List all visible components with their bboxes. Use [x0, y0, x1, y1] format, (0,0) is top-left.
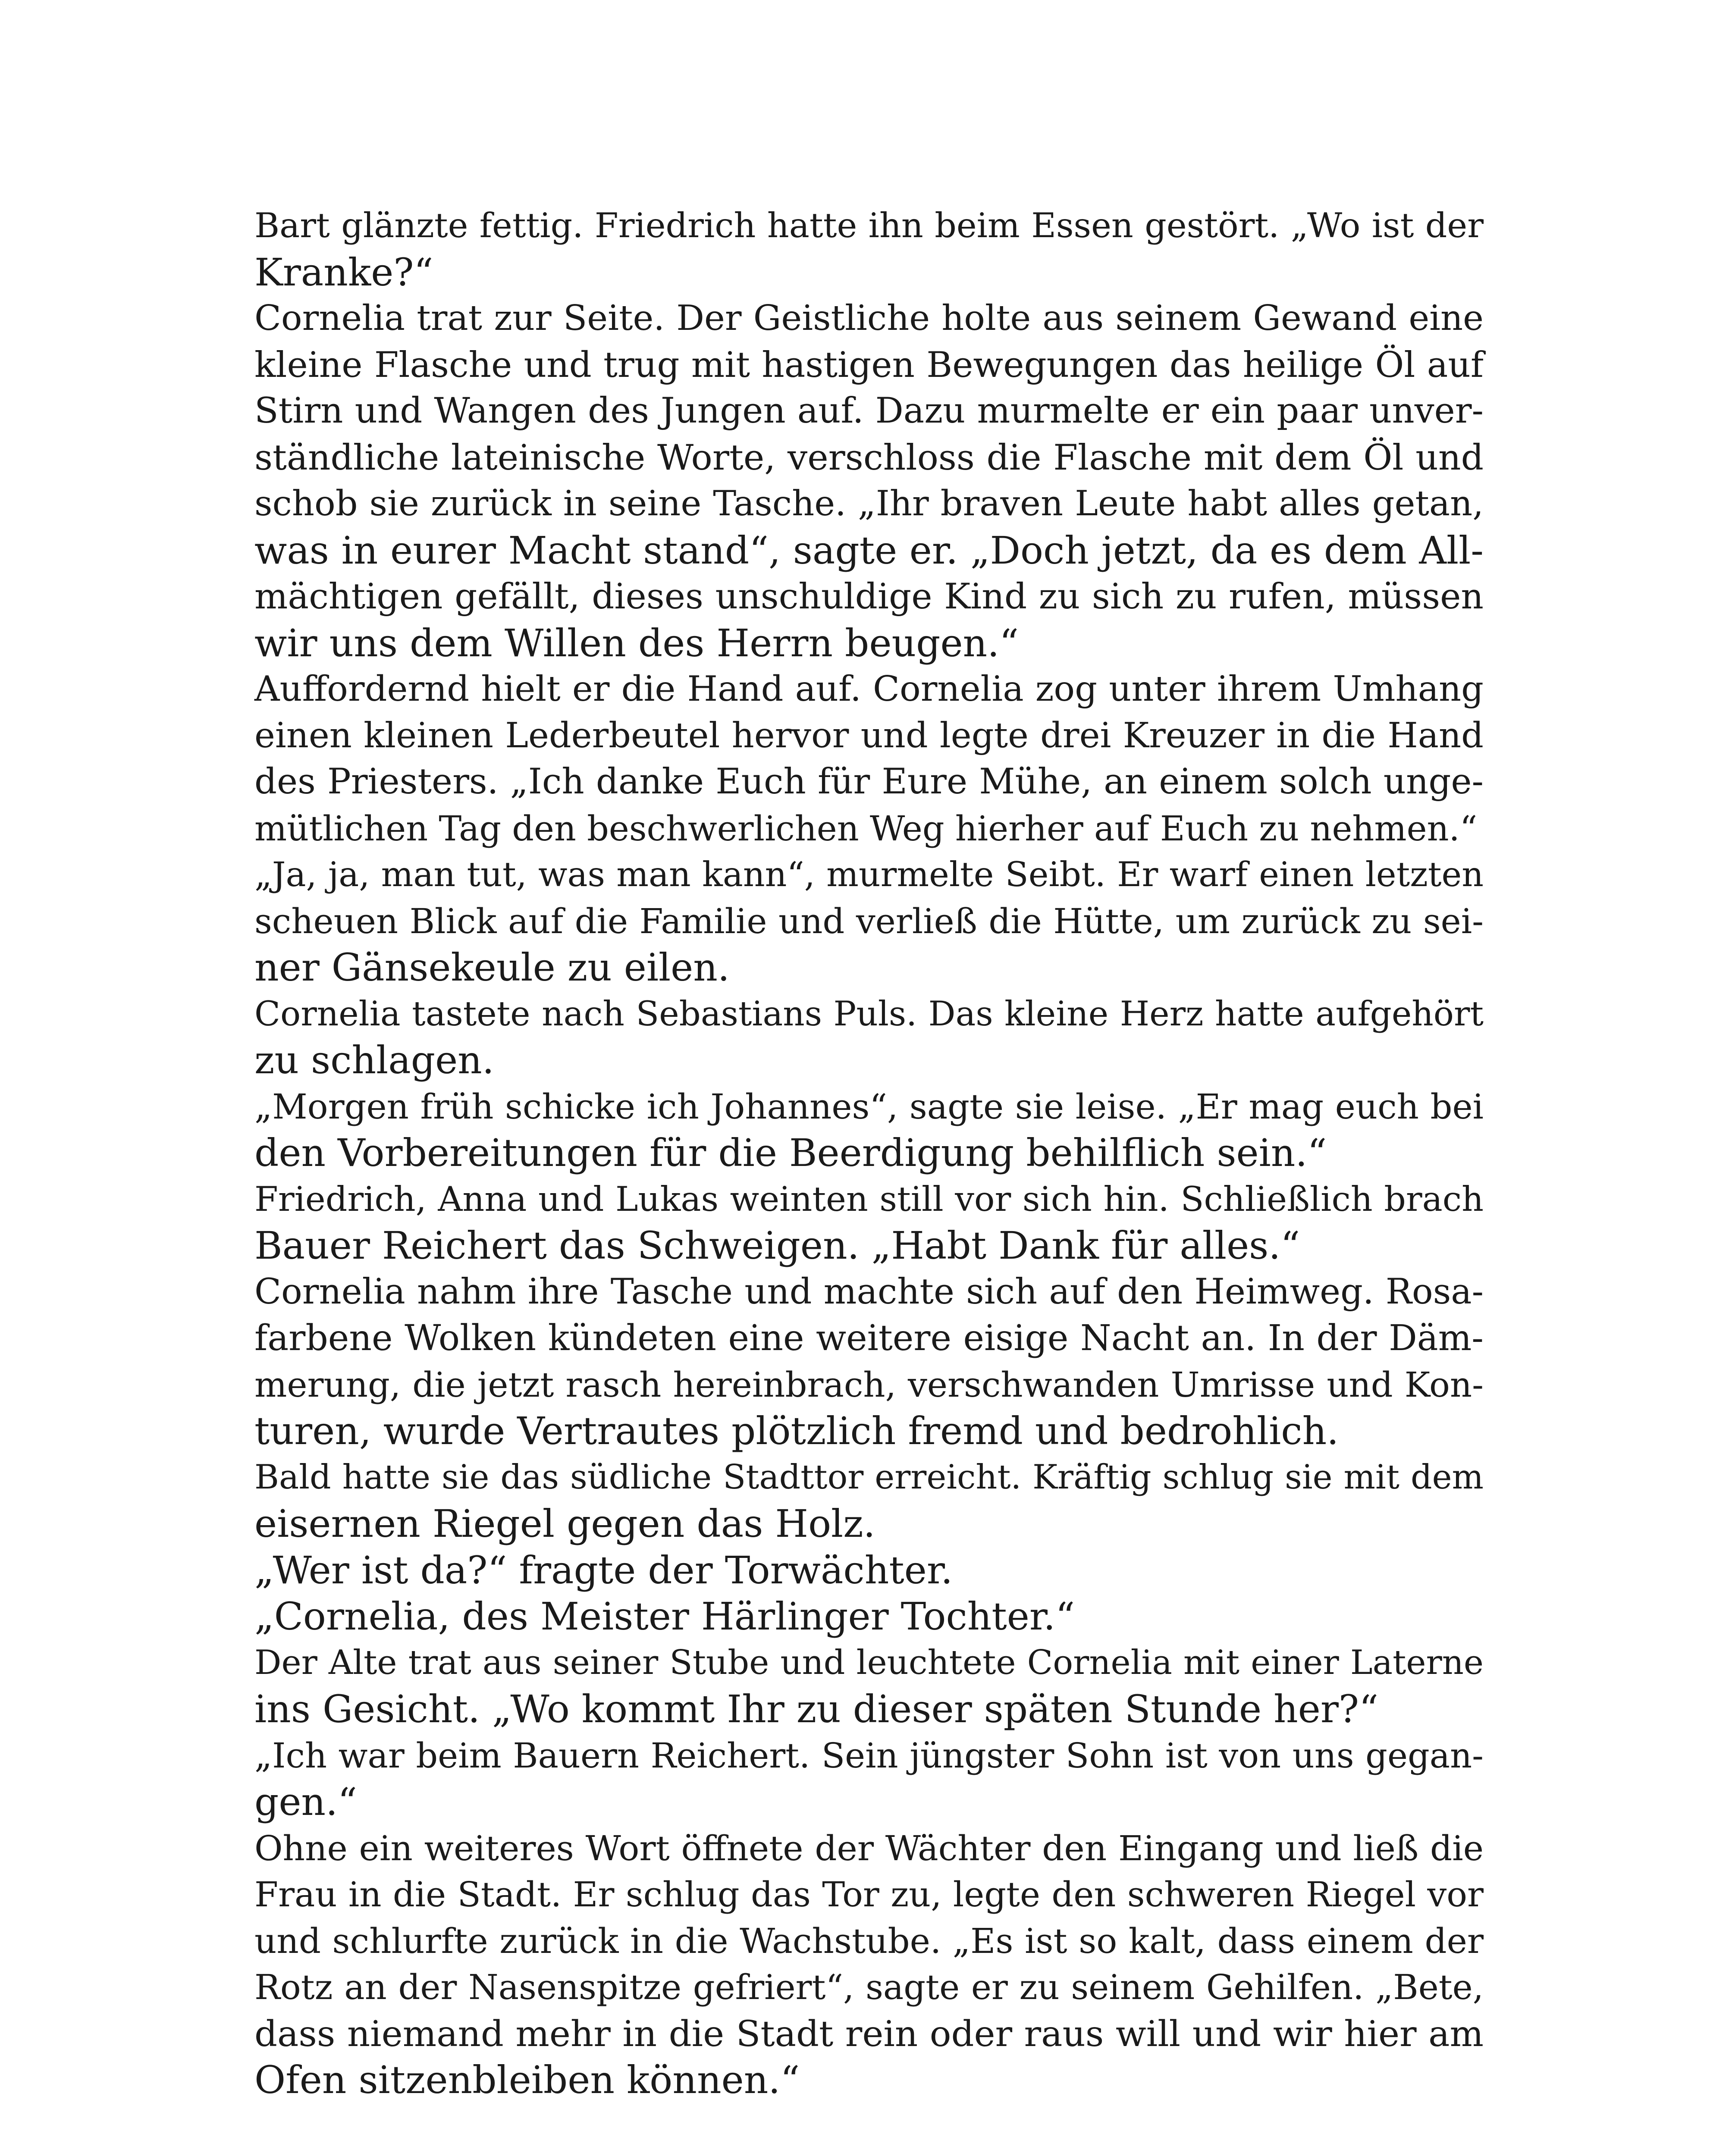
- text-line: „Wer ist da?“ fragte der Torwächter.: [254, 1548, 953, 1592]
- text-line: kleine Flasche und trug mit hastigen Bewegungen das heilige Öl auf: [254, 344, 1484, 385]
- text-line: schob sie zurück in seine Tasche. „Ihr braven Leute habt alles getan,: [254, 483, 1484, 524]
- text-line: Stirn und Wangen des Jungen auf. Dazu murmelte er ein paar unver-: [254, 391, 1484, 431]
- text-line: Bald hatte sie das südliche Stadttor erreicht. Kräftig schlug sie mit dem: [254, 1457, 1484, 1497]
- text-line: zu schlagen.: [254, 1038, 494, 1082]
- text-line: „Ich war beim Bauern Reichert. Sein jüngster Sohn ist von uns gegan-: [254, 1735, 1484, 1776]
- body-text: [254, 203, 1484, 2103]
- text-line: Rotz an der Nasenspitze gefriert“, sagte er zu seinem Gehilfen. „Bete,: [254, 1967, 1484, 2007]
- text-line: farbene Wolken kündeten eine weitere eisige Nacht an. In der Däm-: [254, 1318, 1484, 1359]
- text-line: „Cornelia, des Meister Härlinger Tochter.“: [254, 1594, 1075, 1639]
- text-line: scheuen Blick auf die Familie und verließ die Hütte, um zurück zu sei-: [254, 901, 1484, 941]
- text-line: Cornelia nahm ihre Tasche und machte sich auf den Heimweg. Rosa-: [254, 1271, 1484, 1312]
- text-line: ner Gänsekeule zu eilen.: [254, 945, 730, 990]
- text-line: Ohne ein weiteres Wort öffnete der Wächter den Eingang und ließ die: [254, 1828, 1484, 1868]
- text-line: Frau in die Stadt. Er schlug das Tor zu, legte den schweren Riegel vor: [254, 1874, 1484, 1915]
- text-line: was in eurer Macht stand“, sagte er. „Doch jetzt, da es dem All-: [254, 528, 1484, 573]
- text-line: den Vorbereitungen für die Beerdigung behilflich sein.“: [254, 1131, 1327, 1175]
- text-line: wir uns dem Willen des Herrn beugen.“: [254, 620, 1019, 665]
- text-line: „Morgen früh schicke ich Johannes“, sagte sie leise. „Er mag euch bei: [254, 1086, 1484, 1127]
- text-line: Friedrich, Anna und Lukas weinten still vor sich hin. Schließlich brach: [254, 1179, 1484, 1219]
- text-line: Ofen sitzenbleiben können.“: [254, 2058, 800, 2102]
- text-line: Cornelia trat zur Seite. Der Geistliche holte aus seinem Gewand eine: [254, 298, 1484, 338]
- text-line: ins Gesicht. „Wo kommt Ihr zu dieser späten Stunde her?“: [254, 1687, 1379, 1731]
- text-line: Bart glänzte fettig. Friedrich hatte ihn beim Essen gestört. „Wo ist der: [254, 206, 1484, 245]
- text-line: eisernen Riegel gegen das Holz.: [254, 1501, 875, 1546]
- text-line: turen, wurde Vertrautes plötzlich fremd und bedrohlich.: [254, 1409, 1339, 1453]
- text-line: Cornelia tastete nach Sebastians Puls. Das kleine Herz hatte aufgehört: [254, 994, 1484, 1034]
- text-line: dass niemand mehr in die Stadt rein oder raus will und wir hier am: [254, 2012, 1484, 2055]
- text-line: ständliche lateinische Worte, verschloss die Flasche mit dem Öl und: [254, 437, 1484, 478]
- text-line: des Priesters. „Ich danke Euch für Eure Mühe, an einem solch unge-: [254, 761, 1484, 802]
- text-line: mütlichen Tag den beschwerlichen Weg hierher auf Euch zu nehmen.“: [254, 808, 1478, 849]
- text-line: Bauer Reichert das Schweigen. „Habt Dank für alles.“: [254, 1223, 1300, 1268]
- text-line: Kranke?“: [254, 250, 433, 295]
- text-line: einen kleinen Lederbeutel hervor und legte drei Kreuzer in die Hand: [254, 715, 1484, 756]
- text-line: „Ja, ja, man tut, was man kann“, murmelte Seibt. Er warf einen letzten: [254, 855, 1484, 894]
- text-line: mächtigen gefällt, dieses unschuldige Kind zu sich zu rufen, müssen: [254, 576, 1484, 617]
- text-line: Der Alte trat aus seiner Stube und leuchtete Cornelia mit einer Laterne: [254, 1643, 1484, 1682]
- text-line: gen.“: [254, 1780, 358, 1824]
- text-line: und schlurfte zurück in die Wachstube. „Es ist so kalt, dass einem der: [254, 1921, 1484, 1961]
- text-line: Auffordernd hielt er die Hand auf. Cornelia zog unter ihrem Umhang: [254, 669, 1484, 709]
- text-line: merung, die jetzt rasch hereinbrach, verschwanden Umrisse und Kon-: [254, 1364, 1484, 1405]
